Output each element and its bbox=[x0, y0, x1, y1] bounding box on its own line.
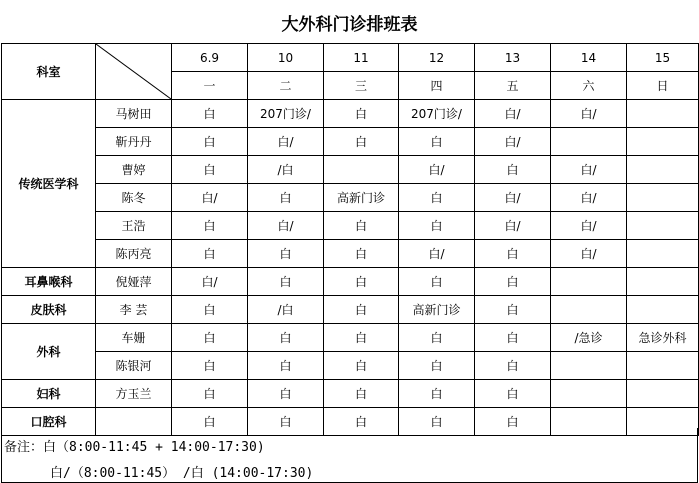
shift-cell: 高新门诊 bbox=[324, 184, 399, 212]
table-row bbox=[2, 240, 699, 268]
department-cell: 外科 bbox=[2, 324, 96, 380]
shift-cell: 白 bbox=[324, 324, 399, 352]
diagonal-header-cell bbox=[96, 44, 172, 100]
shift-cell: 白 bbox=[324, 240, 399, 268]
department-cell: 口腔科 bbox=[2, 408, 96, 436]
shift-cell: 白/ bbox=[172, 184, 248, 212]
header-row-dates bbox=[2, 44, 699, 72]
shift-cell: /白 bbox=[248, 296, 324, 324]
doctor-cell: 曹婷 bbox=[96, 156, 172, 184]
doctor-cell: 陈银河 bbox=[96, 352, 172, 380]
shift-cell: 白 bbox=[172, 296, 248, 324]
shift-cell: 白/ bbox=[399, 156, 475, 184]
doctor-cell: 王浩 bbox=[96, 212, 172, 240]
shift-cell: 白 bbox=[248, 324, 324, 352]
shift-cell: 白 bbox=[475, 268, 551, 296]
notes-line-2: 白/（8:00-11:45） /白 (14:00-17:30) bbox=[50, 466, 314, 481]
shift-cell: /急诊 bbox=[551, 324, 627, 352]
shift-cell: 白/ bbox=[475, 184, 551, 212]
shift-cell bbox=[627, 184, 699, 212]
shift-cell: 白 bbox=[248, 408, 324, 436]
shift-cell: 白 bbox=[475, 408, 551, 436]
shift-cell: 白 bbox=[248, 240, 324, 268]
shift-cell: 白 bbox=[399, 268, 475, 296]
shift-cell: 白 bbox=[172, 100, 248, 128]
shift-cell: 白 bbox=[248, 184, 324, 212]
shift-cell: 白 bbox=[324, 128, 399, 156]
shift-cell: 白 bbox=[475, 296, 551, 324]
table-row bbox=[2, 380, 699, 408]
table-row bbox=[2, 100, 699, 128]
doctor-cell: 马树田 bbox=[96, 100, 172, 128]
shift-cell: 白 bbox=[172, 324, 248, 352]
shift-cell: 白 bbox=[248, 380, 324, 408]
shift-cell: 白 bbox=[399, 380, 475, 408]
shift-cell: 白 bbox=[172, 380, 248, 408]
department-cell: 耳鼻喉科 bbox=[2, 268, 96, 296]
weekday-cell: 五 bbox=[475, 72, 551, 100]
notes-box bbox=[1, 428, 698, 483]
shift-cell: 白 bbox=[324, 296, 399, 324]
shift-cell: 白/ bbox=[475, 128, 551, 156]
shift-cell bbox=[627, 352, 699, 380]
table-row bbox=[2, 296, 699, 324]
shift-cell: 白/ bbox=[551, 212, 627, 240]
shift-cell: 白 bbox=[172, 156, 248, 184]
department-cell: 妇科 bbox=[2, 380, 96, 408]
shift-cell: 207门诊/ bbox=[248, 100, 324, 128]
shift-cell: 白/ bbox=[475, 212, 551, 240]
doctor-cell: 靳丹丹 bbox=[96, 128, 172, 156]
shift-cell: 白 bbox=[475, 240, 551, 268]
date-cell: 14 bbox=[551, 44, 627, 72]
weekday-cell: 二 bbox=[248, 72, 324, 100]
shift-cell: 白 bbox=[399, 184, 475, 212]
shift-cell bbox=[551, 352, 627, 380]
shift-cell: 白/ bbox=[551, 240, 627, 268]
shift-cell bbox=[551, 268, 627, 296]
shift-cell: 207门诊/ bbox=[399, 100, 475, 128]
shift-cell: 白 bbox=[399, 212, 475, 240]
date-cell: 12 bbox=[399, 44, 475, 72]
doctor-cell: 陈丙亮 bbox=[96, 240, 172, 268]
shift-cell: 白 bbox=[475, 324, 551, 352]
shift-cell: 白 bbox=[399, 352, 475, 380]
table-row bbox=[2, 268, 699, 296]
shift-cell: 白/ bbox=[551, 100, 627, 128]
shift-cell: 白 bbox=[324, 352, 399, 380]
date-cell: 15 bbox=[627, 44, 699, 72]
shift-cell bbox=[627, 380, 699, 408]
notes-line-1: 备注：白（8:00-11:45 + 14:00-17:30) bbox=[4, 440, 265, 455]
doctor-cell: 倪娅萍 bbox=[96, 268, 172, 296]
date-cell: 6.9 bbox=[172, 44, 248, 72]
doctor-cell: 车姗 bbox=[96, 324, 172, 352]
table-row bbox=[2, 156, 699, 184]
shift-cell: 白/ bbox=[551, 184, 627, 212]
shift-cell: 白/ bbox=[248, 212, 324, 240]
doctor-cell: 李 芸 bbox=[96, 296, 172, 324]
shift-cell: 白 bbox=[324, 268, 399, 296]
shift-cell: 白 bbox=[399, 408, 475, 436]
shift-cell bbox=[627, 156, 699, 184]
shift-cell bbox=[627, 240, 699, 268]
shift-cell bbox=[551, 380, 627, 408]
shift-cell: 白 bbox=[475, 352, 551, 380]
shift-cell: 白/ bbox=[475, 100, 551, 128]
dept-header: 科室 bbox=[2, 44, 96, 100]
table-row bbox=[2, 128, 699, 156]
shift-cell: 白 bbox=[172, 408, 248, 436]
shift-cell bbox=[551, 296, 627, 324]
weekday-cell: 日 bbox=[627, 72, 699, 100]
shift-cell: 白 bbox=[475, 380, 551, 408]
doctor-cell: 陈冬 bbox=[96, 184, 172, 212]
shift-cell: 白 bbox=[324, 100, 399, 128]
shift-cell: 白 bbox=[399, 324, 475, 352]
shift-cell bbox=[627, 296, 699, 324]
department-cell: 传统医学科 bbox=[2, 100, 96, 268]
shift-cell: 白 bbox=[172, 128, 248, 156]
date-cell: 10 bbox=[248, 44, 324, 72]
shift-cell: 白/ bbox=[172, 268, 248, 296]
shift-cell: 急诊外科 bbox=[627, 324, 699, 352]
page-title: 大外科门诊排班表 bbox=[281, 15, 418, 35]
date-cell: 11 bbox=[324, 44, 399, 72]
weekday-cell: 四 bbox=[399, 72, 475, 100]
date-cell: 13 bbox=[475, 44, 551, 72]
shift-cell: 白 bbox=[172, 212, 248, 240]
shift-cell bbox=[627, 212, 699, 240]
table-row bbox=[2, 324, 699, 352]
shift-cell: 白 bbox=[324, 408, 399, 436]
doctor-cell: 方玉兰 bbox=[96, 380, 172, 408]
shift-cell: 白 bbox=[248, 268, 324, 296]
shift-cell: 高新门诊 bbox=[399, 296, 475, 324]
shift-cell: 白/ bbox=[399, 240, 475, 268]
shift-cell: 白/ bbox=[248, 128, 324, 156]
shift-cell: 白 bbox=[324, 212, 399, 240]
department-cell: 皮肤科 bbox=[2, 296, 96, 324]
shift-cell bbox=[627, 268, 699, 296]
shift-cell: 白 bbox=[324, 380, 399, 408]
table-row bbox=[2, 352, 699, 380]
shift-cell: 白 bbox=[399, 128, 475, 156]
table-row bbox=[2, 184, 699, 212]
shift-cell: 白/ bbox=[551, 156, 627, 184]
shift-cell: 白 bbox=[172, 240, 248, 268]
shift-cell: 白 bbox=[172, 352, 248, 380]
shift-cell bbox=[551, 128, 627, 156]
schedule-table bbox=[1, 43, 699, 436]
weekday-cell: 一 bbox=[172, 72, 248, 100]
shift-cell bbox=[627, 100, 699, 128]
shift-cell bbox=[324, 156, 399, 184]
shift-cell bbox=[627, 128, 699, 156]
weekday-cell: 六 bbox=[551, 72, 627, 100]
shift-cell: /白 bbox=[248, 156, 324, 184]
weekday-cell: 三 bbox=[324, 72, 399, 100]
table-row bbox=[2, 212, 699, 240]
shift-cell: 白 bbox=[248, 352, 324, 380]
shift-cell: 白 bbox=[475, 156, 551, 184]
